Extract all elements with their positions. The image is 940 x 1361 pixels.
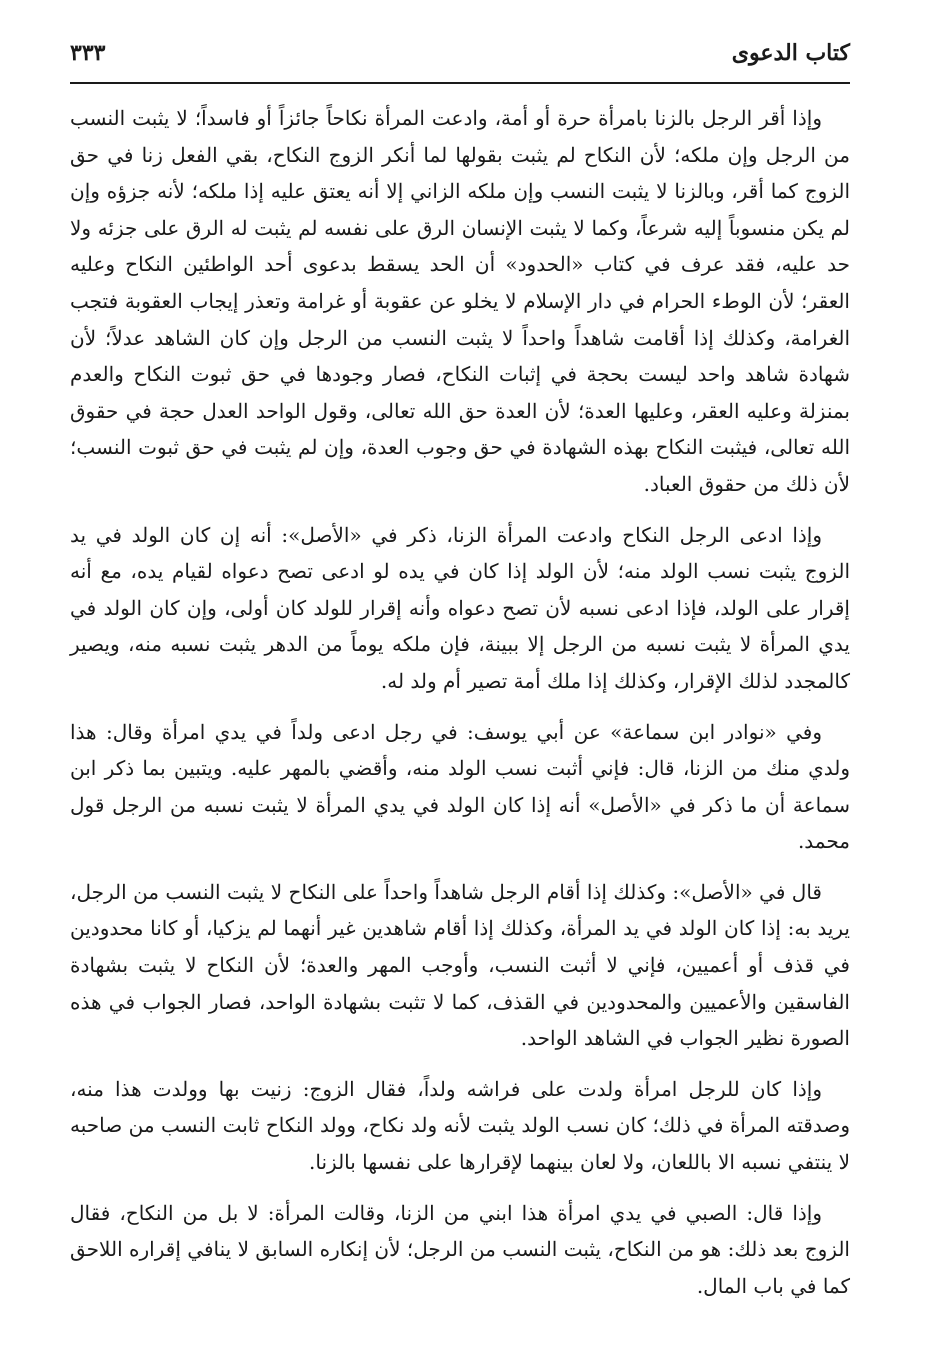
page bbox=[70, 40, 850, 1318]
page-number: ٣٣٣ bbox=[70, 40, 106, 66]
paragraph: وإذا قال: الصبي في يدي امرأة هذا ابني من الزنا، وقالت المرأة: لا بل من النكاح، فقال الزوج بعد ذلك: هو من النكاح، يثبت النسب من الرجل؛ لأن إنكاره السابق لا ينافي إقراره اللاحق كما في باب المال. bbox=[70, 1200, 850, 1298]
running-header bbox=[70, 40, 850, 80]
body-text bbox=[70, 100, 850, 1304]
paragraph: وإذا أقر الرجل بالزنا بامرأة حرة أو أمة، وادعت المرأة نكاحاً جائزاً أو فاسداً؛ لا يثبت النسب من الرجل وإن ملكه؛ لأن النكاح لم يثبت بقولها لما أنكر الزوج النكاح، بقي الفعل زنا في حق الزوج كما أقر، وبالزنا لا يثبت النسب وإن ملكه الزاني إلا أنه يعتق عليه إذا ملكه؛ لأنه جزؤه وإن لم يكن منسوباً إليه شرعاً، وكما لا يثبت الإنسان الرق على نفسه لم يثبت له الرق على جزئه ولا حد عليه، فقد عرف في كتاب «الحدود» أن الحد يسقط بدعوى أحد الواطئين النكاح وعليه العقر؛ لأن الوطء الحرام في دار الإسلام لا يخلو عن عقوبة أو غرامة وتعذر إيجاب العقوبة فتجب الغرامة، وكذلك إذا أقامت شاهداً واحداً لا يثبت النسب من الرجل وإن كان الشاهد عدلاً؛ لأن شهادة شاهد واحد ليست بحجة في إثبات النكاح، فصار وجودها في حق ثبوت النكاح والعدم بمنزلة وعليه العقر، وعليها العدة؛ لأن العدة حق الله تعالى، وقول الواحد العدل حجة في حقوق الله تعالى، فيثبت النكاح بهذه الشهادة في حق وجوب العدة، وإن لم يثبت في حق ثبوت النسب؛ لأن ذلك من حقوق العباد. bbox=[70, 106, 850, 496]
paragraph: وفي «نوادر ابن سماعة» عن أبي يوسف: في رجل ادعى ولداً في يدي امرأة وقال: هذا ولدي منك من الزنا، قال: فإني أثبت نسب الولد منه، وأقضي بالمهر عليه. ويتبين بما ذكر ابن سماعة أن ما ذكر في «الأصل» أنه إذا كان الولد في يدي المرأة لا يثبت نسبه من الرجل قول محمد. bbox=[70, 719, 850, 854]
chapter-title: كتاب الدعوى bbox=[731, 40, 850, 66]
paragraph: وإذا كان للرجل امرأة ولدت على فراشه ولداً، فقال الزوج: زنيت بها وولدت هذا منه، وصدقته المرأة في ذلك؛ كان نسب الولد يثبت لأنه ولد نكاح، وولد النكاح ثابت النسب من صاحبه لا ينتفي نسبه الا باللعان، ولا لعان بينهما لإقرارها على نفسها بالزنا. bbox=[70, 1076, 850, 1175]
paragraph: قال في «الأصل»: وكذلك إذا أقام الرجل شاهداً واحداً على النكاح لا يثبت النسب من الرجل، يريد به: إذا كان الولد في يد المرأة، وكذلك إذا أقام شاهدين غير أنهما لم يزكيا، أو كانا محدودين في قذف أو أعميين، فإني لا أثبت النسب، وأوجب المهر والعدة؛ لأن النكاح لا يثبت بشهادة الفاسقين والأعميين والمحدودين في القذف، كما لا تثبت بشهادة الواحد، فصار الجواب في هذه الصورة نظير الجواب في الشاهد الواحد. bbox=[70, 879, 850, 1051]
paragraph: وإذا ادعى الرجل النكاح وادعت المرأة الزنا، ذكر في «الأصل»: أنه إن كان الولد في يد الزوج يثبت نسب الولد منه؛ لأن الولد إذا كان في يده لو ادعى تصح دعواه لقيام يده، مع أنه إقرار على الولد، فإذا ادعى نسبه لأن تصح دعواه وأنه إقرار للولد كان أولى، وإن كان الولد في يدي المرأة لا يثبت نسبه من الرجل إلا ببينة، فإن ملكه يوماً من الدهر يثبت نسبه منه، ويصير كالمجدد لذلك الإقرار، وكذلك إذا ملك أمة تصير أم ولد له. bbox=[70, 522, 850, 693]
header-rule bbox=[70, 82, 850, 84]
